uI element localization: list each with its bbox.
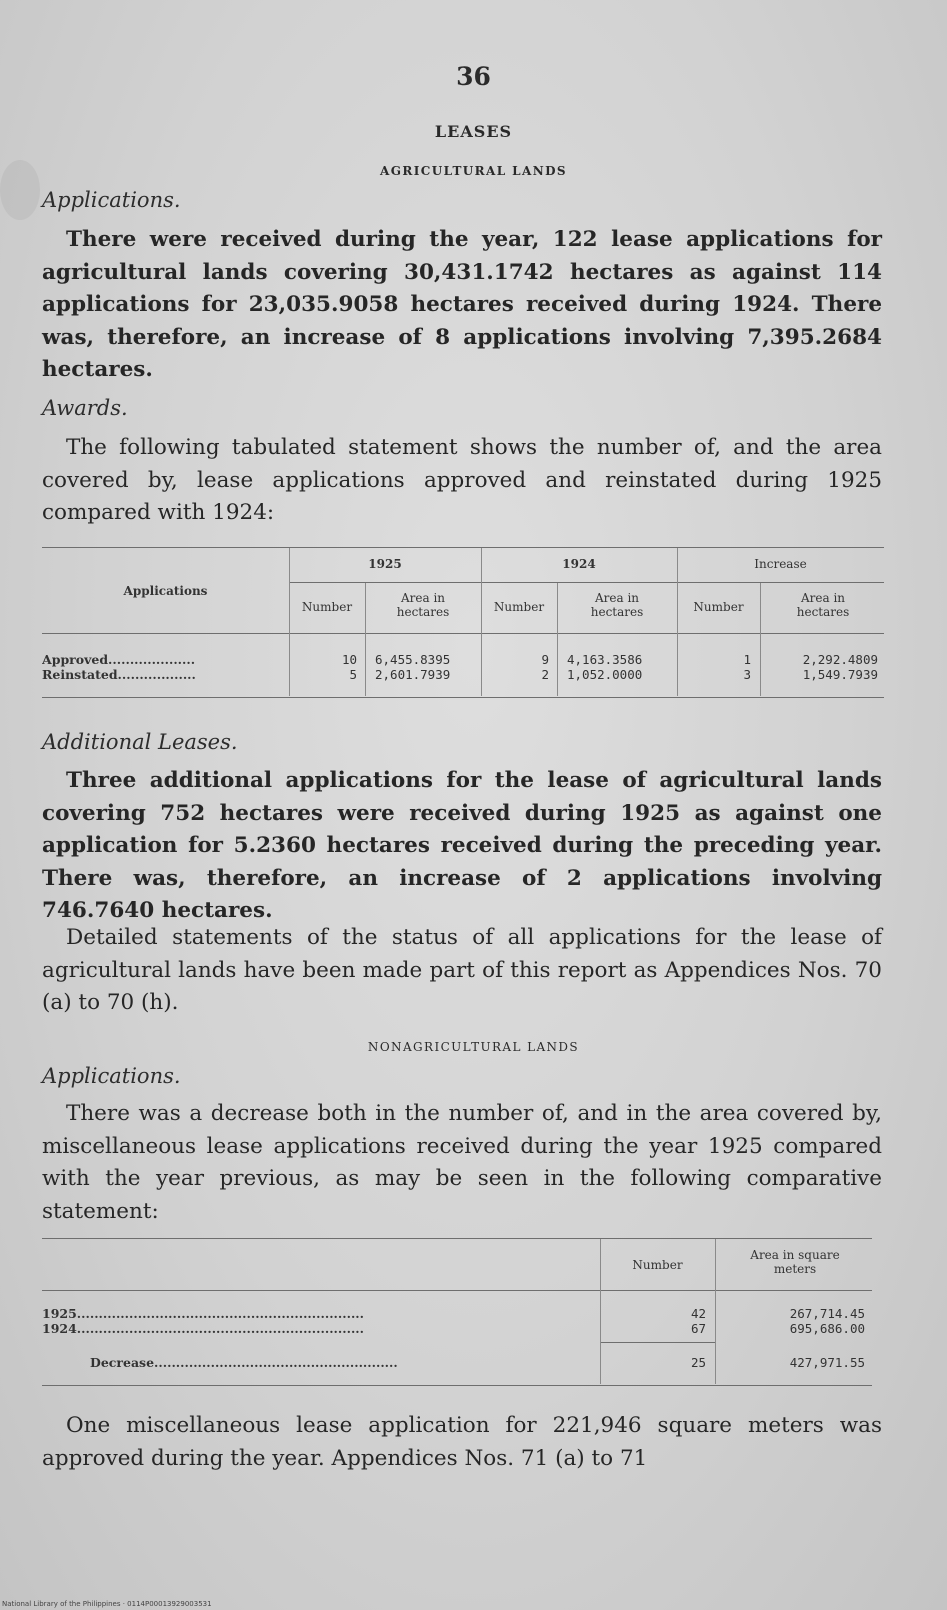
cell-number-1924: 2	[541, 667, 549, 682]
table-top-rule	[42, 547, 884, 548]
section-title-agricultural: AGRICULTURAL LANDS	[380, 164, 567, 178]
table-header-rule	[42, 633, 884, 634]
col-header-number: Number	[493, 600, 545, 614]
row-label-1925: 1925..................................................................	[42, 1306, 365, 1321]
cell-area-1925: 2,601.7939	[375, 667, 451, 682]
closing-paragraph: One miscellaneous lease application for 221,946 square meters was approved during the year. Appendices Nos. 71 (a) to 71	[42, 1413, 882, 1471]
scan-footer-note: National Library of the Philippines · 0114P00013929003531	[2, 1600, 212, 1608]
col-header-number: Number	[632, 1258, 683, 1272]
col-header-area: Area in hectares	[796, 591, 850, 619]
page-number: 36	[456, 62, 491, 91]
cell-area-1924: 695,686.00	[789, 1321, 865, 1336]
col-header-area: Area in hectares	[396, 591, 450, 619]
cell-area-1925: 267,714.45	[789, 1306, 865, 1321]
nonag-applications-heading: Applications.	[42, 1064, 181, 1088]
col-divider	[557, 583, 558, 696]
table-top-rule	[42, 1238, 872, 1239]
applications-heading: Applications.	[42, 188, 181, 212]
row-label-1924: 1924..................................................................	[42, 1321, 365, 1336]
cell-number-increase: 1	[743, 652, 751, 667]
col-header-area: Area in hectares	[590, 591, 644, 619]
table-sum-rule	[600, 1342, 715, 1343]
cell-number-1925: 5	[349, 667, 357, 682]
page-title: LEASES	[434, 122, 513, 141]
cell-area-increase: 2,292.4809	[802, 652, 878, 667]
col-header-number: Number	[693, 600, 744, 614]
col-divider	[365, 583, 366, 696]
table-group-rule	[289, 582, 884, 583]
applications-paragraph: There were received during the year, 122 lease applications for agricultural lands covering 30,431.1742 hectares as against 114 applications for 23,035.9058 hectares received during 1924. There was, therefore, an increase of 8 applications involving 7,395.2684 hectares.	[42, 227, 882, 382]
col-header-applications: Applications	[123, 584, 208, 598]
additional-leases-heading: Additional Leases.	[42, 730, 238, 754]
awards-paragraph: The following tabulated statement shows the number of, and the area covered by, lease applications approved and reinstated during 1925 compared with 1924:	[42, 435, 882, 525]
cell-number-1924: 9	[541, 652, 549, 667]
row-label-decrease: Decrease........................................................	[90, 1355, 398, 1370]
awards-heading: Awards.	[42, 396, 128, 420]
cell-number-1924: 67	[690, 1321, 706, 1336]
table-bottom-rule	[42, 1385, 872, 1386]
row-label-approved: Approved....................	[42, 652, 196, 667]
cell-number-increase: 3	[743, 667, 751, 682]
group-header-1925: 1925	[368, 557, 402, 571]
col-divider	[760, 583, 761, 696]
group-header-increase: Increase	[754, 557, 807, 571]
cell-area-1924: 4,163.3586	[567, 652, 643, 667]
group-header-1924: 1924	[562, 557, 596, 571]
additional-leases-paragraph: Three additional applications for the lease of agricultural lands covering 752 hectares were received during 1925 as against one application for 5.2360 hectares received during the preceding year. There was, therefore, an increase of 2 applications involving 746.7640 hectares.	[42, 768, 882, 923]
detailed-statements-paragraph: Detailed statements of the status of all applications for the lease of agricultural lands have been made part of this report as Appendices Nos. 70 (a) to 70 (h).	[42, 925, 882, 1015]
cell-area-increase: 1,549.7939	[802, 667, 878, 682]
cell-number-1925: 42	[690, 1306, 706, 1321]
table-bottom-rule	[42, 697, 884, 698]
cell-area-1925: 6,455.8395	[375, 652, 451, 667]
table-header-rule	[42, 1290, 872, 1291]
cell-area-decrease: 427,971.55	[789, 1355, 865, 1370]
nonag-applications-paragraph: There was a decrease both in the number of, and in the area covered by, miscellaneous lease applications received during the year 1925 compared with the year previous, as may be seen in the following comparative statement:	[42, 1101, 882, 1224]
section-title-nonagricultural: NONAGRICULTURAL LANDS	[367, 1040, 580, 1054]
cell-number-decrease: 25	[690, 1355, 706, 1370]
row-label-reinstated: Reinstated..................	[42, 667, 196, 682]
col-header-number: Number	[301, 600, 353, 614]
cell-number-1925: 10	[341, 652, 357, 667]
col-header-area: Area in square meters	[750, 1248, 840, 1276]
cell-area-1924: 1,052.0000	[567, 667, 643, 682]
